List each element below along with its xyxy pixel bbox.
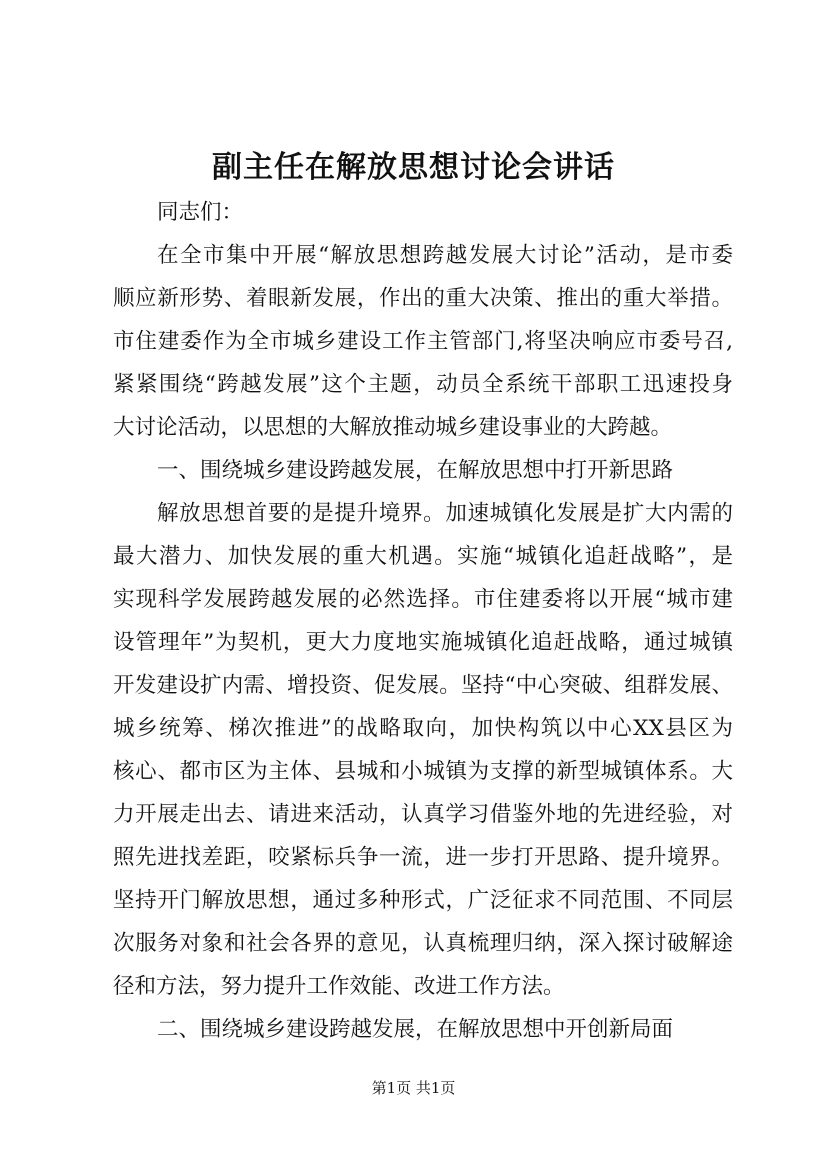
document-title: 副主任在解放思想讨论会讲话 (212, 150, 615, 185)
paragraph-line: 次服务对象和社会各界的意见，认真梳理归纳，深入探讨破解途 (113, 931, 733, 956)
section-heading: 一、围绕城乡建设跨越发展，在解放思想中打开新思路 (157, 458, 674, 483)
paragraph-line: 解放思想首要的是提升境界。加速城镇化发展是扩大内需的 (157, 501, 733, 526)
paragraph-line: 紧紧围绕“跨越发展”这个主题，动员全系统干部职工迅速投身 (113, 372, 733, 397)
paragraph-line: 照先进找差距，咬紧标兵争一流，进一步打开思路、提升境界。 (113, 845, 733, 870)
paragraph-line: 顺应新形势、着眼新发展，作出的重大决策、推出的重大举措。 (113, 286, 733, 311)
paragraph-line: 力开展走出去、请进来活动，认真学习借鉴外地的先进经验，对 (113, 802, 733, 827)
paragraph-line: 最大潜力、加快发展的重大机遇。实施“城镇化追赶战略”，是 (113, 544, 733, 569)
paragraph-line: 坚持开门解放思想，通过多种形式，广泛征求不同范围、不同层 (113, 888, 733, 913)
section-heading: 二、围绕城乡建设跨越发展，在解放思想中开创新局面 (157, 1017, 674, 1042)
paragraph-line: 在全市集中开展“解放思想跨越发展大讨论”活动，是市委 (157, 243, 733, 268)
salutation: 同志们： (157, 200, 244, 225)
paragraph-line: 大讨论活动，以思想的大解放推动城乡建设事业的大跨越。 (113, 415, 673, 440)
paragraph-line: 设管理年”为契机，更大力度地实施城镇化追赶战略，通过城镇 (113, 630, 733, 655)
paragraph-line: 开发建设扩内需、增投资、促发展。坚持“中心突破、组群发展、 (113, 673, 733, 698)
paragraph-line: 市住建委作为全市城乡建设工作主管部门,将坚决响应市委号召, (113, 329, 733, 354)
paragraph-line: 核心、都市区为主体、县城和小城镇为支撑的新型城镇体系。大 (113, 759, 733, 784)
paragraph-line: 径和方法，努力提升工作效能、改进工作方法。 (113, 974, 565, 999)
paragraph-line: 实现科学发展跨越发展的必然选择。市住建委将以开展“城市建 (113, 587, 733, 612)
page-number-footer: 第1页 共1页 (371, 1079, 456, 1097)
paragraph-line: 城乡统筹、梯次推进”的战略取向，加快构筑以中心XX县区为 (113, 716, 733, 741)
